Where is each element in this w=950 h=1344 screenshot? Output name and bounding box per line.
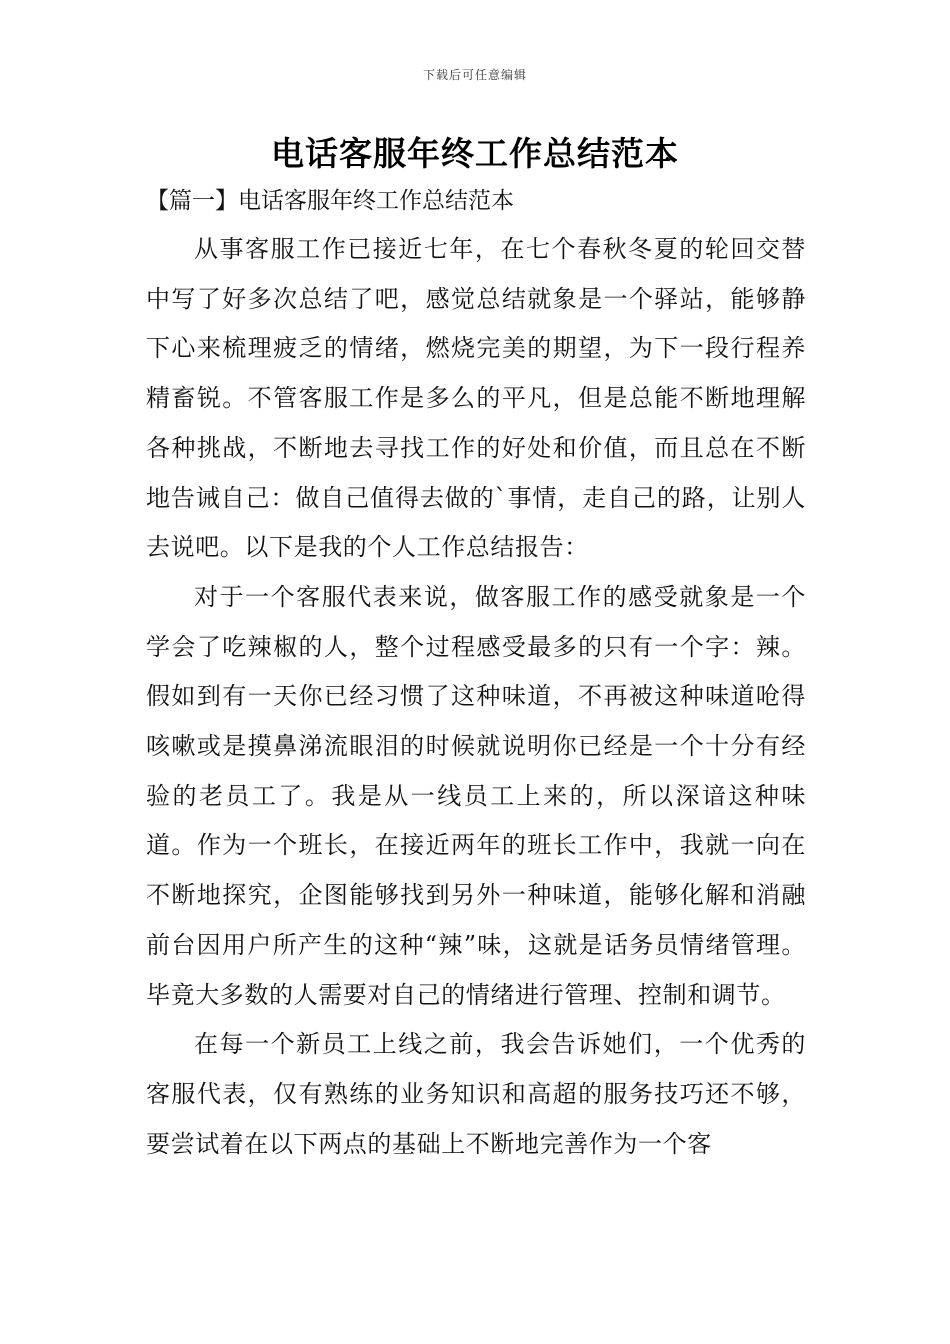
header-note: 下载后可任意编辑 [422, 68, 527, 82]
section-heading: 【篇一】电话客服年终工作总结范本 [146, 188, 514, 214]
paragraph-2: 对于一个客服代表来说，做客服工作的感受就象是一个学会了吃辣椒的人，整个过程感受最多的只有一个字：辣。假如到有一天你已经习惯了这种味道，不再被这种味道呛得咳嗽或是摸鼻涕流眼泪的时候就说明你已经是一个十分有经验的老员工了。我是从一线员工上来的，所以深谙这种味道。作为一个班长，在接近两年的班长工作中，我就一向在不断地探究，企图能够找到另外一种味道，能够化解和消融前台因用户所产生的这种“辣”味，这就是话务员情绪管理。毕竟大多数的人需要对自己的情绪进行管理、控制和调节。 [146, 582, 806, 1009]
document-title: 电话客服年终工作总结范本 [271, 134, 679, 173]
body-text [146, 225, 806, 1169]
paragraph-1: 从事客服工作已接近七年，在七个春秋冬夏的轮回交替中写了好多次总结了吧，感觉总结就象是一个驿站，能够静下心来梳理疲乏的情绪，燃烧完美的期望，为下一段行程养精畜锐。不管客服工作是多么的平凡，但是总能不断地理解各种挑战，不断地去寻找工作的好处和价值，而且总在不断地告诫自己：做自己值得去做的`事情，走自己的路，让别人去说吧。以下是我的个人工作总结报告： [146, 235, 806, 562]
paragraph-3: 在每一个新员工上线之前，我会告诉她们，一个优秀的客服代表，仅有熟练的业务知识和高超的服务技巧还不够，要尝试着在以下两点的基础上不断地完善作为一个客 [146, 1030, 806, 1158]
